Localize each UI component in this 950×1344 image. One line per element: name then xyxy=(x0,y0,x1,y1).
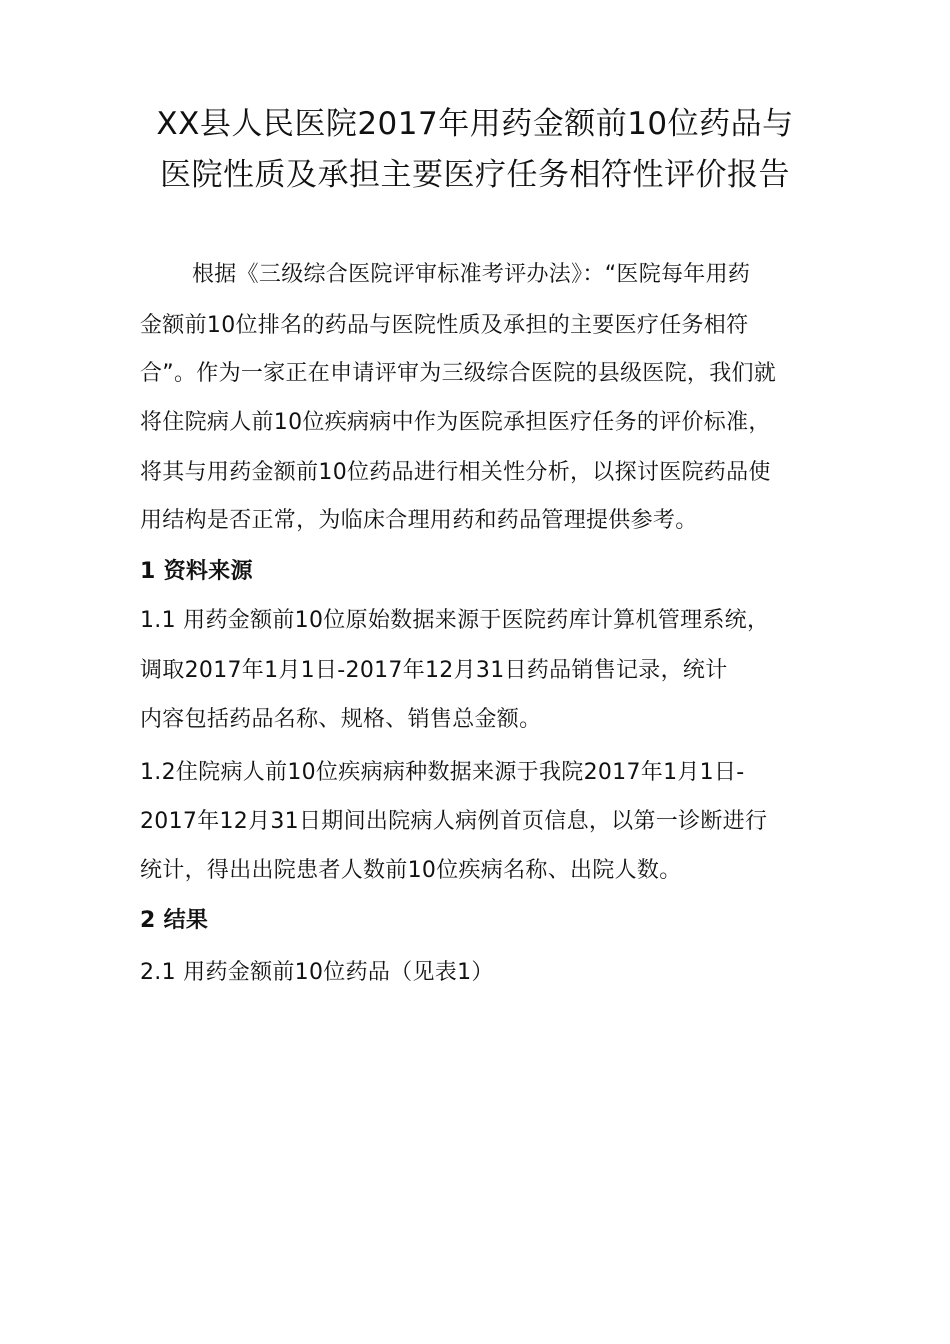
section-1-1-line: 调取2017年1月1日-2017年12月31日药品销售记录，统计 xyxy=(140,658,728,683)
section-1-2-line: 1.2住院病人前10位疾病病种数据来源于我院2017年1月1日- xyxy=(140,760,745,785)
intro-paragraph-line: 合”。作为一家正在申请评审为三级综合医院的县级医院，我们就 xyxy=(140,361,777,386)
section-2-1-line: 2.1 用药金额前10位药品（见表1） xyxy=(140,960,494,985)
section-2-heading: 2 结果 xyxy=(140,908,209,933)
intro-paragraph-line: 根据《三级综合医院评审标准考评办法》：“医院每年用药 xyxy=(192,262,751,287)
intro-paragraph-line: 用结构是否正常，为临床合理用药和药品管理提供参考。 xyxy=(140,508,698,533)
section-1-1-line: 1.1 用药金额前10位原始数据来源于医院药库计算机管理系统， xyxy=(140,608,770,633)
document-title-line-2: 医院性质及承担主要医疗任务相符性评价报告 xyxy=(160,157,790,193)
section-1-2-line: 2017年12月31日期间出院病人病例首页信息，以第一诊断进行 xyxy=(140,809,768,834)
intro-paragraph-line: 将其与用药金额前10位药品进行相关性分析，以探讨医院药品使 xyxy=(140,460,771,485)
intro-paragraph-line: 将住院病人前10位疾病病中作为医院承担医疗任务的评价标准， xyxy=(140,410,771,435)
intro-paragraph-line: 金额前10位排名的药品与医院性质及承担的主要医疗任务相符 xyxy=(140,313,749,338)
section-1-heading: 1 资料来源 xyxy=(140,559,253,584)
section-1-1-line: 内容包括药品名称、规格、销售总金额。 xyxy=(140,707,542,732)
section-1-2-line: 统计，得出出院患者人数前10位疾病名称、出院人数。 xyxy=(140,858,682,883)
document-title-line-1: XX县人民医院2017年用药金额前10位药品与 xyxy=(156,106,794,142)
